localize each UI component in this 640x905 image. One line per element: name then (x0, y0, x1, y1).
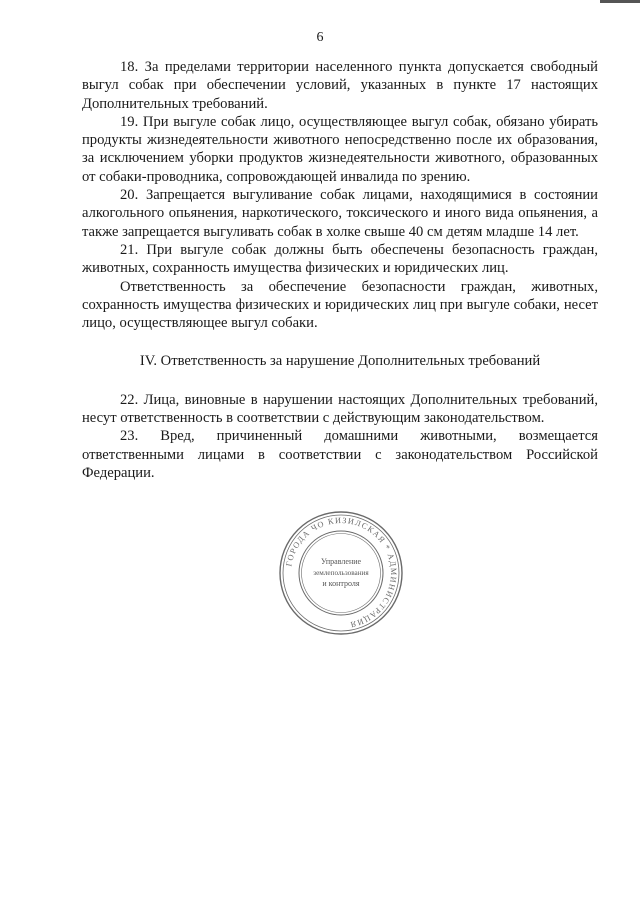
seal-ring-text: ГОРОДА ЧО КИЗИЛСКАЯ * АДМИНИСТРАЦИЯ (284, 515, 399, 630)
seal-inner-line-2: землепользования (313, 569, 369, 577)
paragraph-23: 23. Вред, причиненный домашними животными, возмещается ответственными лицами в соответствии с законодательством Российской Федерации. (82, 428, 598, 481)
paragraph-19: 19. При выгуле собак лицо, осуществляющее выгул собак, обязано убирать продукты жизнедеятельности животного непосредственно после их образования, за исключением уборки продуктов жизнедеятельности животного, образованных от собаки-проводника, сопровождающей инвалида по зрению. (82, 113, 598, 185)
paragraph-18: 18. За пределами территории населенного пункта допускается свободный выгул собак при обеспечении условий, указанных в пункте 17 настоящих Дополнительных требований. (82, 59, 598, 112)
document-body (82, 58, 598, 482)
corner-mark (600, 0, 640, 3)
official-seal (278, 510, 404, 636)
paragraph-21: 21. При выгуле собак должны быть обеспечены безопасность граждан, животных, сохранность имущества физических и юридических лиц. (82, 241, 598, 277)
paragraph-20: 20. Запрещается выгуливание собак лицами, находящимися в состоянии алкогольного опьянения, наркотического, токсического и иного вида опьянения, а также запрещается выгуливать собак в холке свыше 40 см детям младше 14 лет. (82, 187, 598, 240)
page-number: 6 (316, 30, 324, 45)
section-heading: IV. Ответственность за нарушение Дополнительных требований (139, 353, 541, 370)
paragraph-responsibility: Ответственность за обеспечение безопасности граждан, животных, сохранность имущества физических и юридических лиц при выгуле собаки, несет лицо, осуществляющее выгул собаки. (82, 278, 598, 332)
seal-inner-line-3: и контроля (322, 579, 360, 588)
seal-inner-line-1: Управление (320, 557, 362, 566)
paragraph-22: 22. Лица, виновные в нарушении настоящих Дополнительных требований, несут ответственность в соответствии с действующим законодательством. (82, 391, 598, 427)
